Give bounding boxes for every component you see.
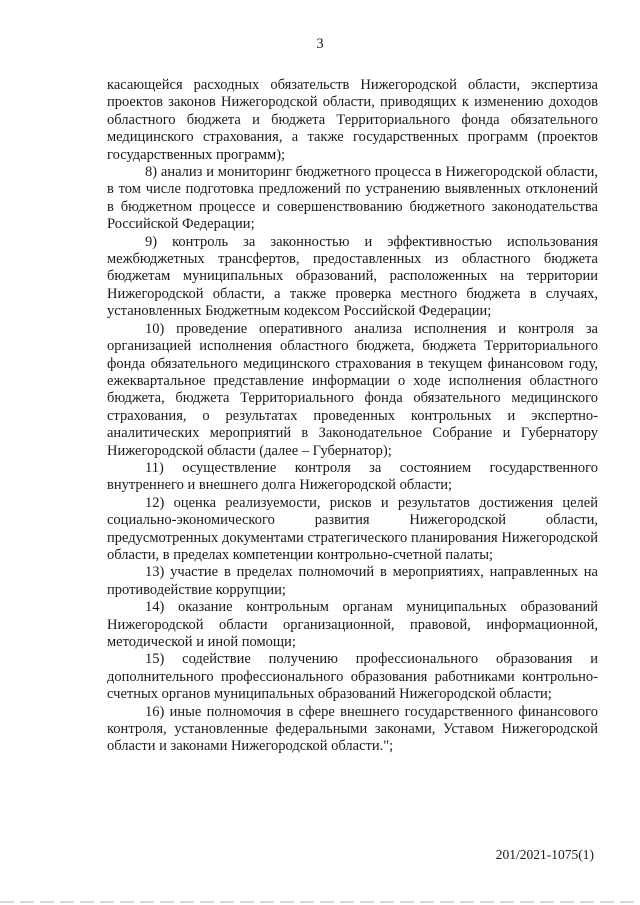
paragraph-continuation: касающейся расходных обязательств Нижегородской области, экспертиза проектов законов Нижегородской области, приводящих к изменению доходов областного бюджета и бюджета Территориального фонда обязательного медицинского страхования, а также государственных программ (проектов государственных программ); [107,77,598,163]
list-item-14: 14) оказание контрольным органам муниципальных образований Нижегородской области организационной, правовой, информационной, методической и иной помощи; [107,599,598,650]
list-item-11: 11) осуществление контроля за состоянием государственного внутреннего и внешнего долга Нижегородской области; [107,459,598,494]
list-item-12: 12) оценка реализуемости, рисков и результатов достижения целей социально-экономического развития Нижегородской области, предусмотренных документами стратегического планирования Нижегородской области, в пределах компетенции контрольно-счетной палаты; [107,494,598,563]
scan-edge-divider [0,901,640,903]
list-item-9: 9) контроль за законностью и эффективностью использования межбюджетных трансфертов, предоставленных из областного бюджета бюджетам муниципальных образований, расположенных на территории Нижегородской области, а также проверка местного бюджета в случаях, установленных Бюджетным кодексом Российской Федерации; [107,233,598,320]
page-number: 3 [316,36,324,52]
list-item-15: 15) содействие получению профессионального образования и дополнительного профессионального образования работниками контрольно-счетных органов муниципальных образований Нижегородской области; [107,651,598,703]
list-item-13: 13) участие в пределах полномочий в мероприятиях, направленных на противодействие коррупции; [107,564,598,598]
list-item-10: 10) проведение оперативного анализа исполнения и контроля за организацией исполнения областного бюджета, бюджета Территориального фонда обязательного медицинского страхования в текущем финансовом году, ежеквартальное представление информации о ходе исполнения областного бюджета, бюджета Территориального фонда обязательного медицинского страхования, о результатах проведенных контрольных и экспертно-аналитических мероприятий в Законодательное Собрание и Губернатору Нижегородской области (далее – Губернатор); [107,320,598,459]
list-item-16: 16) иные полномочия в сфере внешнего государственного финансового контроля, установленные федеральными законами, Уставом Нижегородской области и законами Нижегородской области."; [107,703,598,755]
document-body [107,77,598,756]
list-item-8: 8) анализ и мониторинг бюджетного процесса в Нижегородской области, в том числе подготовка предложений по устранению выявленных отклонений в бюджетном процессе и совершенствованию бюджетного законодательства Российской Федерации; [107,164,598,233]
document-code: 201/2021-1075(1) [495,847,594,862]
